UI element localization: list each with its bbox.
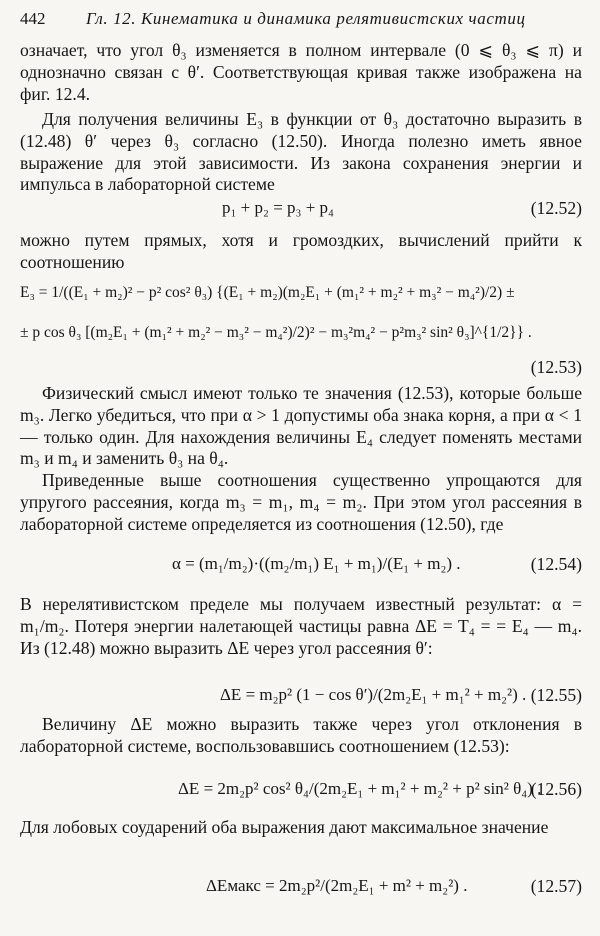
paragraph-1: означает, что угол θ₃ изменяется в полном интервале (0 ⩽ θ₃ ⩽ π) и однозначно связан с θ′. Соответствующая кривая также изображена на фиг. 12.4.: [20, 40, 582, 104]
equation-body: p₁ + p₂ = p₃ + p₄: [222, 198, 334, 217]
equation-body: ± p cos θ₃ [(m₂E₁ + (m₁² + m₂² − m₃² − m₄²)/2)² − m₃²m₄² − p²m₃² sin² θ₃]^{1/2}} .: [20, 324, 532, 341]
equation-12-52: [20, 198, 582, 220]
paragraph-8: Для лобовых соударений оба выражения дают максимальное значение: [20, 817, 549, 837]
paragraph-3: можно путем прямых, хотя и громоздких, вычислений прийти к соотношению: [20, 230, 582, 272]
paragraph-5: Приведенные выше соотношения существенно упрощаются для упругого рассеяния, когда m₃ = m₁, m₄ = m₂. При этом угол рассеяния в лабораторной системе определяется из соотношения (12.50), где: [20, 470, 582, 534]
equation-12-57: [20, 876, 582, 900]
page-header: [20, 8, 582, 30]
equation-body: ΔEмакс = 2m₂p²/(2m₂E₁ + m² + m₂²) .: [206, 876, 468, 895]
equation-body: E₃ = 1/((E₁ + m₂)² − p² cos² θ₃) {(E₁ + m₂)(m₂E₁ + (m₁² + m₂² + m₃² − m₄²)/2) ±: [20, 284, 515, 301]
paragraph-2: Для получения величины E₃ в функции от θ₃ достаточно выразить в (12.48) θ′ через θ₃ согласно (12.50). Иногда полезно иметь явное выражение для этой зависимости. Из закона сохранения энергии и импульса в лабораторной системе: [20, 109, 582, 195]
equation-12-53-line-1: [20, 283, 582, 305]
paragraph-7: Величину ΔE можно выразить также через угол отклонения в лабораторной системе, воспользовавшись соотношением (12.53):: [20, 714, 582, 756]
equation-number: (12.53): [530, 357, 582, 377]
paragraph-4: Физический смысл имеют только те значения (12.53), которые больше m₃. Легко убедиться, что при α > 1 допустимы оба знака корня, а при α < 1 — только один. Для нахождения величины E₄ следует поменять местами m₃ и m₄ и заменить θ₃ на θ₄.: [20, 383, 582, 469]
equation-body: ΔE = 2m₂p² cos² θ₄/(2m₂E₁ + m₁² + m₂² + p² sin² θ₄) .: [178, 779, 542, 798]
equation-12-56: [20, 779, 582, 803]
equation-12-55: [20, 685, 582, 709]
equation-12-54: [20, 554, 582, 578]
equation-body: ΔE = m₂p² (1 − cos θ′)/(2m₂E₁ + m₁² + m₂²) .: [220, 685, 527, 704]
equation-number: (12.52): [530, 198, 582, 218]
equation-12-53-line-2: [20, 323, 582, 383]
equation-number: (12.56): [530, 779, 582, 799]
page-number: 442: [20, 9, 46, 28]
equation-number: (12.55): [530, 685, 582, 705]
equation-number: (12.54): [530, 554, 582, 574]
paragraph-6: В нерелятивистском пределе мы получаем известный результат: α = m₁/m₂. Потеря энергии налетающей частицы равна ΔE = T₄ = = E₄ — m₄. Из (12.48) можно выразить ΔE через угол рассеяния θ′:: [20, 594, 582, 658]
running-title: Гл. 12. Кинематика и динамика релятивистских частиц: [86, 9, 526, 28]
equation-number: (12.57): [530, 876, 582, 896]
equation-body: α = (m₁/m₂)·((m₂/m₁) E₁ + m₁)/(E₁ + m₂) .: [172, 554, 461, 573]
